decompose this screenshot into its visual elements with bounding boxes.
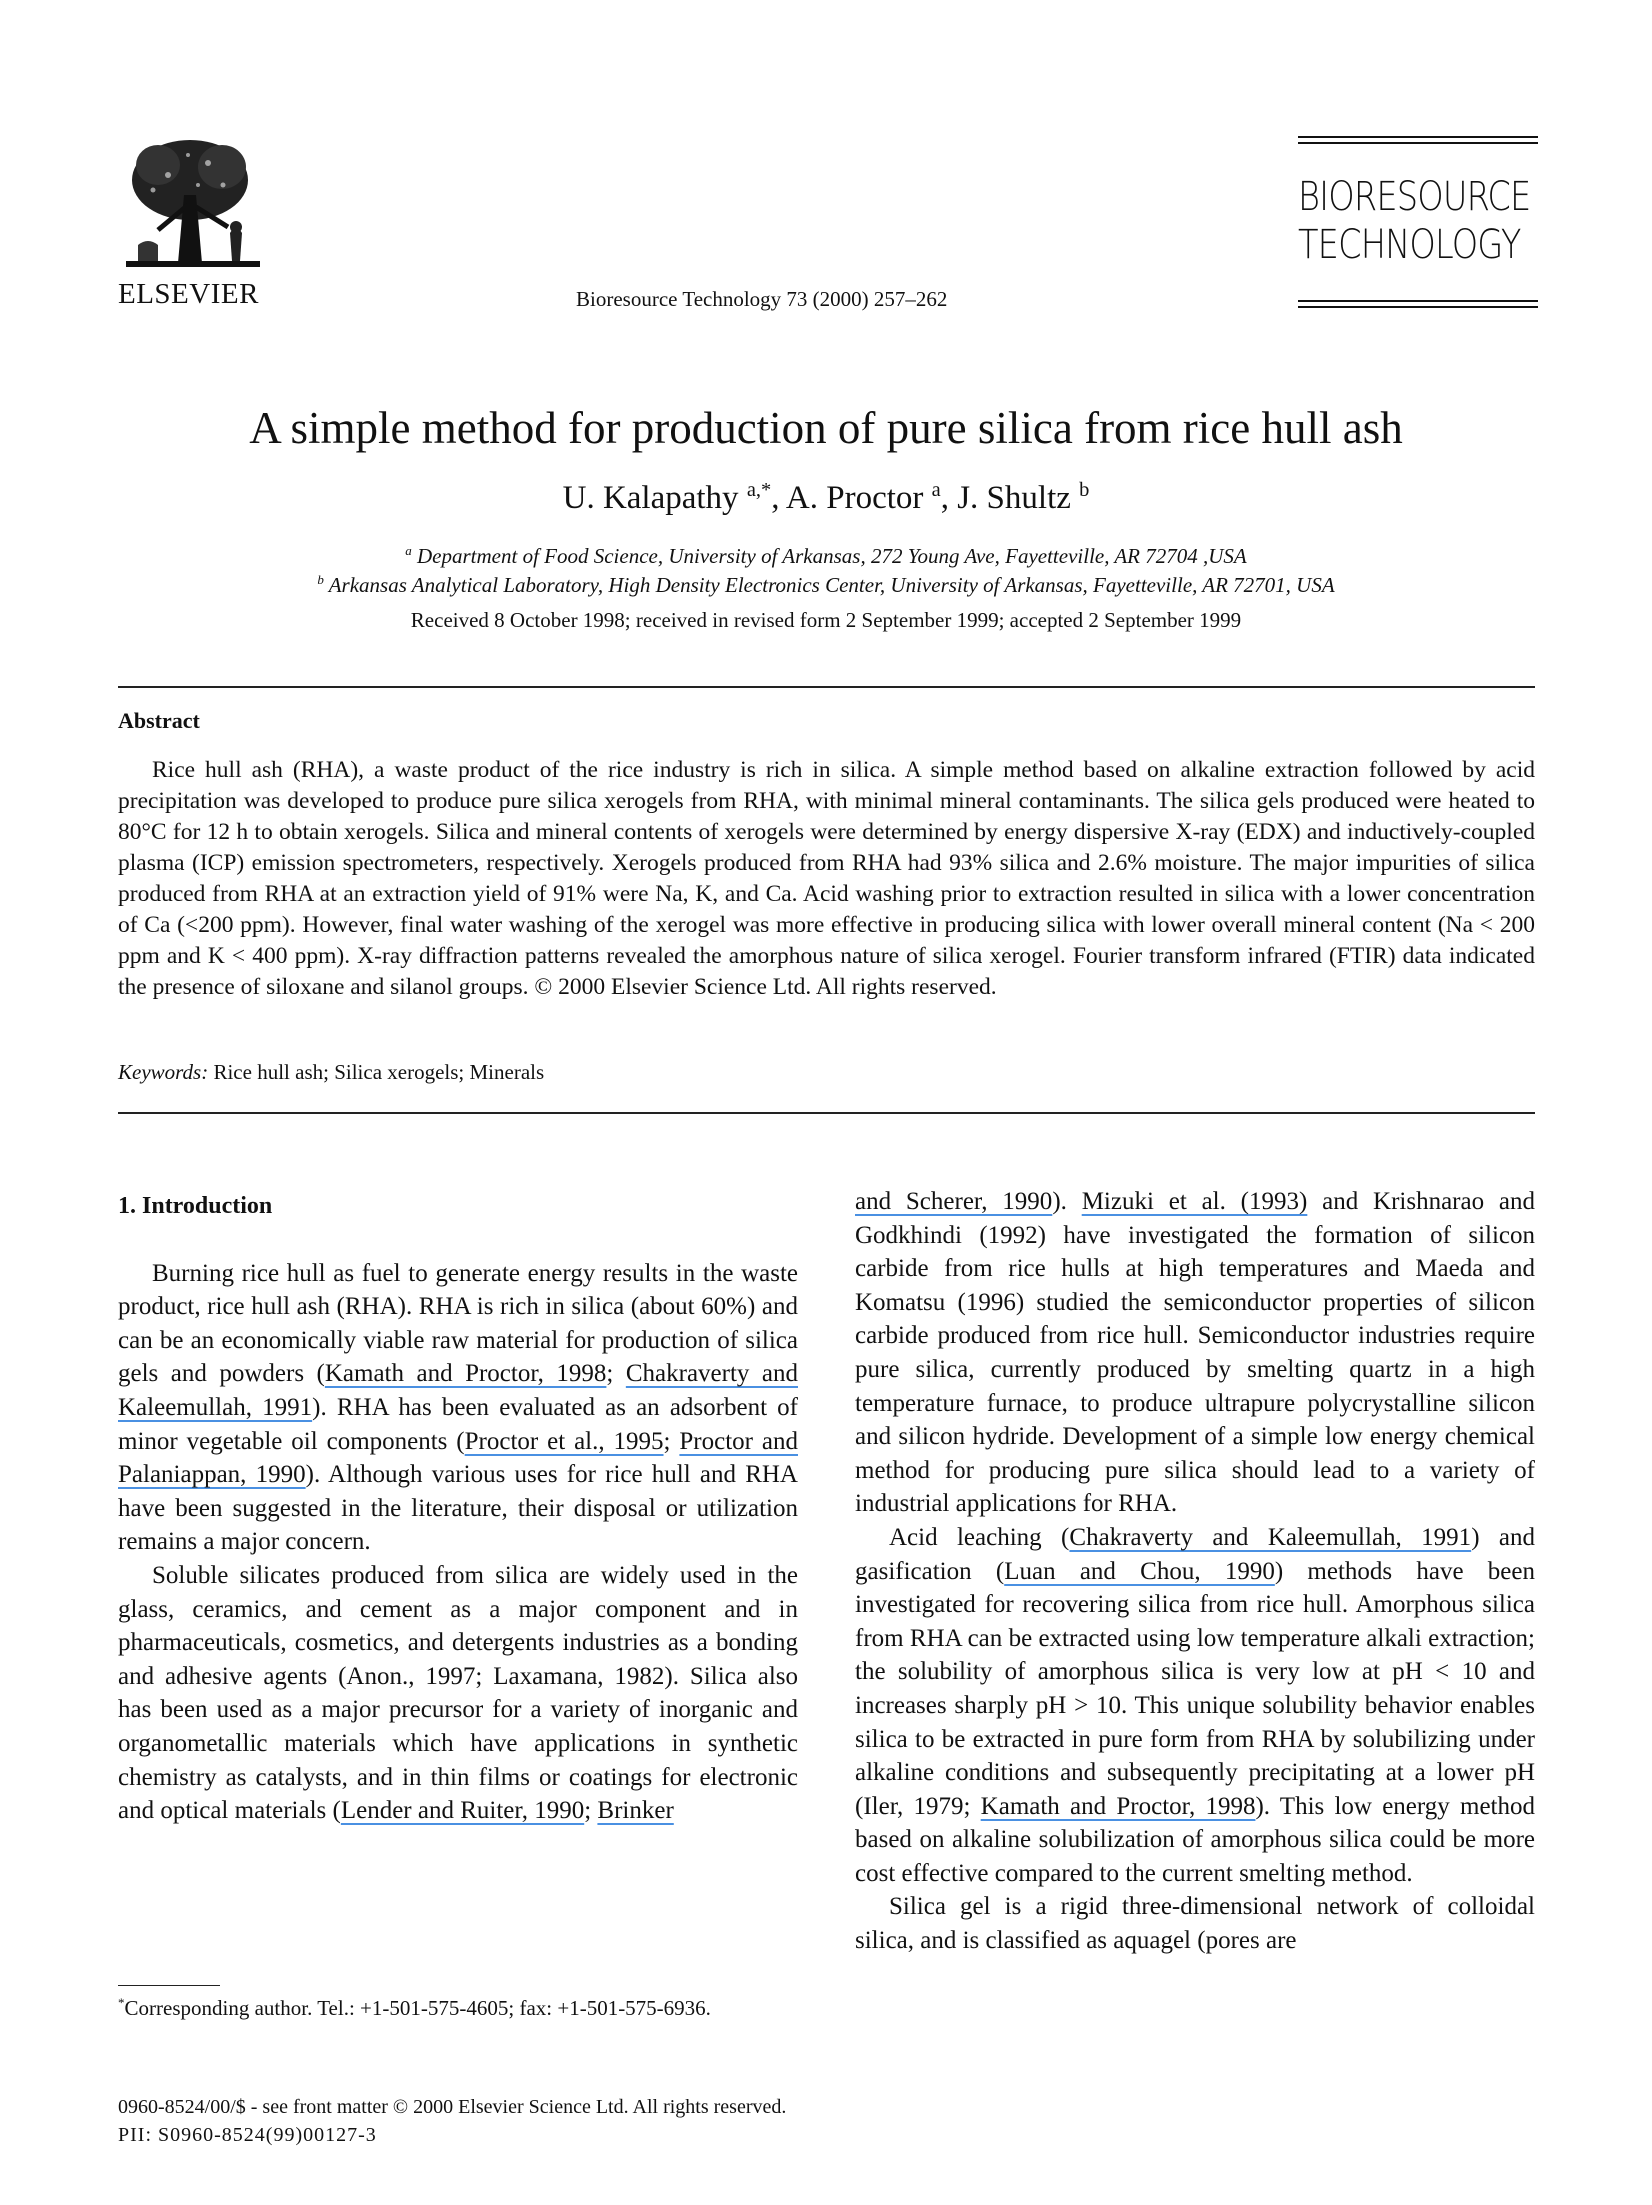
corresponding-author-footnote	[118, 1993, 798, 2023]
right-paragraphs	[855, 1185, 1535, 1958]
body-text: ;	[606, 1360, 626, 1388]
publisher-name: ELSEVIER	[118, 278, 259, 310]
journal-name-line2: TECHNOLOGY	[1298, 222, 1521, 268]
copyright-line: 0960-8524/00/$ - see front matter © 2000 Elsevier Science Ltd. All rights reserved.	[118, 2096, 787, 2118]
received-dates: Received 8 October 1998; received in revised form 2 September 1999; accepted 2 September 1999	[410, 608, 1242, 632]
body-text: ). This low energy method based on alkaline solubilization of amorphous silica could be more cost effective compared to the current smelting method.	[855, 1792, 1535, 1887]
body-text: ). RHA has been evaluated as an adsorbent of minor vegetable oil components (	[118, 1393, 798, 1455]
body-text: ;	[584, 1797, 598, 1825]
citation-link[interactable]: Chakraverty and Kaleemullah, 1991	[118, 1360, 798, 1421]
body-text: ).	[1052, 1188, 1082, 1215]
divider	[118, 686, 1535, 688]
affiliation-b: $^b$ Arkansas Analytical Laboratory, High Density Electronics Center, University of Arkansas, Fayetteville, AR 72701, USA	[317, 572, 1335, 597]
keywords-label: Keywords:	[118, 1060, 209, 1084]
body-paragraph	[118, 1257, 798, 1559]
body-text: Silica gel is a rigid three-dimensional network of colloidal silica, and is classified as aquagel (pores are	[855, 1893, 1535, 1955]
pii-line: PII: S0960-8524(99)00127-3	[118, 2124, 377, 2146]
elsevier-tree-logo	[118, 135, 268, 275]
author-affiliation-marker: b	[1079, 479, 1090, 501]
section-heading: 1. Introduction	[118, 1193, 273, 1219]
body-text: ) and gasification (	[855, 1523, 1535, 1585]
affiliation-a: $^a$ Department of Food Science, University of Arkansas, 272 Young Ave, Fayetteville, AR 72704 ,USA	[405, 543, 1247, 568]
right-column	[855, 1185, 1535, 1958]
body-paragraph	[855, 1521, 1535, 1891]
body-paragraph	[118, 1559, 798, 1828]
author-affiliation-marker: a	[931, 479, 941, 501]
keywords	[118, 1060, 544, 1085]
citation-link[interactable]: Proctor and Palaniappan, 1990	[118, 1427, 798, 1489]
citation-link[interactable]: Lender and Ruiter, 1990	[340, 1797, 585, 1825]
citation-link[interactable]: Kamath and Proctor, 1998	[980, 1792, 1256, 1820]
left-column	[118, 1190, 798, 1828]
body-text: Soluble silicates produced from silica are widely used in the glass, ceramics, and cement as a major component and in pharmaceuticals, cosmetics, and detergents industries as a bonding and adhesive agents (Anon., 1997; Laxamana, 1982). Silica also has been used as a major precursor for a variety of inorganic and organometallic materials which have applications in synthetic chemistry as catalysts, and in thin films or coatings for electronic and optical materials (	[118, 1561, 798, 1825]
author-name: U. Kalapathy	[562, 480, 739, 516]
author-name: J. Shultz	[957, 480, 1071, 516]
left-paragraphs	[118, 1257, 798, 1828]
body-text: ;	[663, 1427, 680, 1455]
body-paragraph	[855, 1890, 1535, 1957]
body-text: Acid leaching (	[889, 1523, 1070, 1551]
body-text: ). Although various uses for rice hull and RHA have been suggested in the literature, their disposal or utilization remains a major concern.	[118, 1461, 798, 1556]
abstract-text: Rice hull ash (RHA), a waste product of the rice industry is rich in silica. A simple method based on alkaline extraction followed by acid precipitation was developed to produce pure silica xerogels from RHA, with minimal mineral contaminants. The silica gels produced were heated to 80°C for 12 h to obtain xerogels. Silica and mineral contents of xerogels were determined by energy dispersive X-ray (EDX) and inductively-coupled plasma (ICP) emission spectrometers, respectively. Xerogels produced from RHA had 93% silica and 2.6% moisture. The major impurities of silica produced from RHA at an extraction yield of 91% were Na, K, and Ca. Acid washing prior to extraction resulted in silica with a lower concentration of Ca (<200 ppm). However, final water washing of the xerogel was more effective in producing silica with lower overall mineral content (Na < 200 ppm and K < 400 ppm). X-ray diffraction patterns revealed the amorphous nature of silica xerogel. Fourier transform infrared (FTIR) data indicated the presence of siloxane and silanol groups. © 2000 Elsevier Science Ltd. All rights reserved.	[118, 757, 1535, 1000]
footnote-text: Corresponding author. Tel.: +1-501-575-4605; fax: +1-501-575-6936.	[124, 1996, 711, 2020]
body-text: ) methods have been investigated for recovering silica from rice hull. Amorphous silica from RHA can be extracted using low temperature alkali extraction; the solubility of amorphous silica is very low at pH < 10 and increases sharply pH > 10. This unique solubility behavior enables silica to be extracted in pure form from RHA by solubilizing under alkaline conditions and subsequently precipitating at a lower pH (Iler, 1979;	[855, 1557, 1535, 1820]
citation-link[interactable]: and Scherer, 1990	[855, 1188, 1053, 1215]
body-text: Burning rice hull as fuel to generate energy results in the waste product, rice hull ash (RHA). RHA is rich in silica (about 60%) and can be an economically viable raw material for production of silica gels and powders (	[118, 1259, 798, 1388]
citation-link[interactable]: Luan and Chou, 1990	[1004, 1557, 1275, 1585]
citation-link[interactable]: Chakraverty and Kaleemullah, 1991	[1069, 1523, 1472, 1551]
footnote-marker: *	[118, 1995, 125, 2010]
citation-link[interactable]: Mizuki et al. (1993)	[1081, 1188, 1308, 1215]
citation-link[interactable]: Kamath and Proctor, 1998	[324, 1360, 607, 1388]
author-name: A. Proctor	[785, 480, 924, 516]
footnote-divider	[118, 1985, 220, 1986]
divider	[118, 1112, 1535, 1114]
article-title: A simple method for production of pure silica from rice hull ash	[249, 403, 1403, 453]
journal-logo	[1298, 136, 1538, 310]
abstract-heading: Abstract	[118, 708, 200, 733]
citation-link[interactable]: Brinker	[597, 1797, 674, 1825]
citation-link[interactable]: Proctor et al., 1995	[464, 1427, 664, 1455]
author-list: U. Kalapathy $^{a,*}$, A. Proctor $^a$, J. Shultz $^b$	[562, 479, 1090, 516]
body-text: and Krishnarao and Godkhindi (1992) have investigated the formation of silicon carbide from rice hulls at high temperatures and Maeda and Komatsu (1996) studied the semiconductor properties of silicon carbide produced from rice hull. Semiconductor industries require pure silica, currently produced by smelting quartz in a high temperature furnace, to produce ultrapure polycrystalline silicon and silicon hydride. Development of a simple low energy chemical method for producing pure silica should lead to a variety of industrial applications for RHA.	[855, 1188, 1536, 1518]
body-paragraph	[855, 1185, 1535, 1521]
journal-citation: Bioresource Technology 73 (2000) 257–262	[576, 287, 948, 311]
journal-name-line1: BIORESOURCE	[1298, 174, 1531, 220]
keywords-list: Rice hull ash; Silica xerogels; Minerals	[213, 1060, 545, 1084]
author-affiliation-marker: a,*	[746, 479, 772, 501]
